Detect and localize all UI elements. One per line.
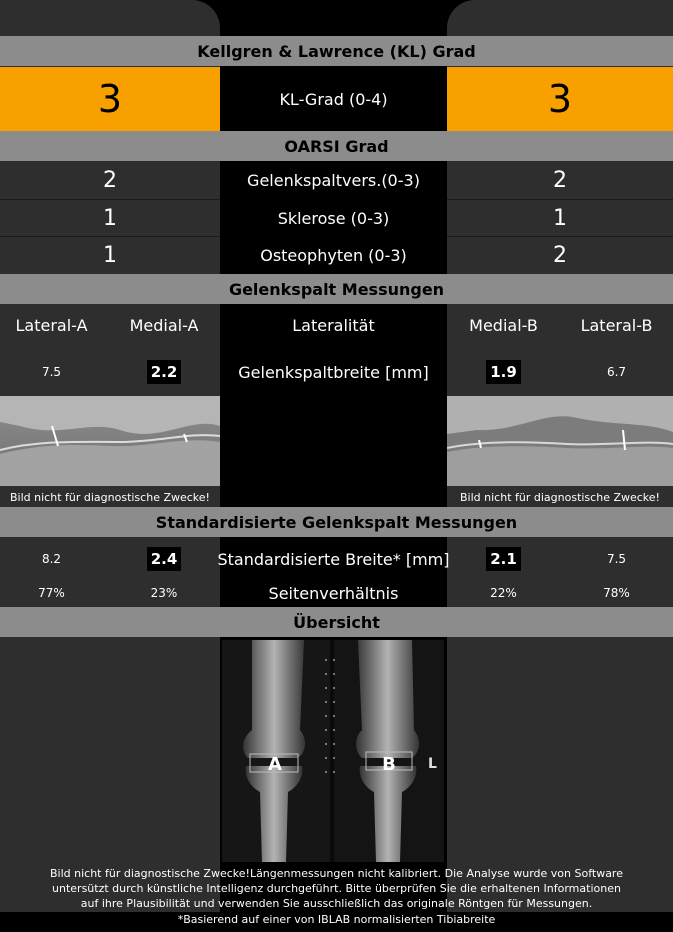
footer-line-2: untersützt durch künstliche Intelligenz durchgeführt. Bitte überprüfen Sie die erhaltenen Informationen	[52, 882, 621, 895]
oarsi-header-text: OARSI Grad	[284, 136, 389, 156]
overview-header	[0, 607, 673, 637]
kl-label	[220, 67, 447, 131]
footnote-text: *Basierend auf einer von IBLAB normalisierten Tibiabreite	[177, 913, 496, 926]
std-lateral-b-value: 7.5	[606, 552, 627, 566]
footer-line-3: auf ihre Plausibilität und verwenden Sie ausschließlich das originale Röntgen für Messungen.	[80, 897, 593, 910]
jsw-header-text: Gelenkspalt Messungen	[228, 279, 445, 299]
std-medial-a	[108, 543, 220, 575]
kl-header	[0, 36, 673, 66]
col-medial-a	[108, 309, 220, 341]
col-lateralitaet	[220, 309, 447, 341]
standardized-header-text: Standardisierte Gelenkspalt Messungen	[155, 512, 518, 532]
col-lateral-b-text: Lateral-B	[580, 315, 653, 335]
std-lateral-b	[560, 543, 673, 575]
kl-header-text: Kellgren & Lawrence (KL) Grad	[197, 41, 476, 61]
oarsi-row3-label-text: Osteophyten (0-3)	[260, 245, 407, 265]
col-medial-a-text: Medial-A	[129, 315, 199, 335]
kl-right-number: 3	[547, 77, 573, 121]
ratio-medial-a	[108, 578, 220, 608]
std-medial-b	[447, 543, 560, 575]
jsw-row-label	[220, 356, 447, 388]
caption-right-text: Bild nicht für diagnostische Zwecke!	[460, 490, 660, 504]
caption-right	[447, 488, 673, 506]
oarsi-row3-right	[447, 237, 673, 273]
oarsi-row2-right	[447, 200, 673, 236]
oarsi-row2-left-value: 1	[103, 205, 117, 231]
knee-crop-right	[447, 396, 673, 486]
footnote	[0, 912, 673, 932]
oarsi-row1-label	[220, 162, 447, 198]
col-lateral-a-text: Lateral-A	[15, 315, 88, 335]
ratio-label-text: Seitenverhältnis	[268, 583, 399, 603]
col-lateral-a	[0, 309, 103, 341]
overview-label-a-text: A	[268, 754, 282, 775]
oarsi-row1-right	[447, 162, 673, 198]
knee-crop-left	[0, 396, 220, 486]
std-lateral-a	[0, 543, 103, 575]
oarsi-row3-label	[220, 237, 447, 273]
std-lateral-a-value: 8.2	[41, 552, 62, 566]
oarsi-row2-right-value: 1	[553, 205, 567, 231]
ratio-lateral-a	[0, 578, 103, 608]
overview-radiograph	[222, 640, 444, 862]
ratio-lateral-a-value: 77%	[38, 586, 65, 600]
col-lateralitaet-text: Lateralität	[292, 315, 375, 335]
overview-label-b	[378, 754, 400, 776]
jsw-medial-b	[447, 356, 560, 388]
jsw-medial-b-value: 1.9	[486, 360, 521, 384]
oarsi-row3-left	[0, 237, 220, 273]
oarsi-row1-left-value: 2	[103, 167, 117, 193]
overview-label-b-text: B	[382, 754, 396, 775]
caption-left	[0, 488, 220, 506]
oarsi-row1-left	[0, 162, 220, 198]
ratio-lateral-b	[560, 578, 673, 608]
col-lateral-b	[560, 309, 673, 341]
overview-radiograph-image	[222, 640, 444, 862]
std-width-label-text: Standardisierte Breite* [mm]	[217, 549, 450, 569]
oarsi-row3-left-value: 1	[103, 242, 117, 268]
jsw-lateral-b	[560, 356, 673, 388]
side-marker	[428, 756, 440, 776]
caption-left-text: Bild nicht für diagnostische Zwecke!	[10, 490, 210, 504]
left-panel-tab	[0, 0, 220, 40]
oarsi-row1-right-value: 2	[553, 167, 567, 193]
std-medial-b-value: 2.1	[486, 547, 521, 571]
oarsi-row3-right-value: 2	[553, 242, 567, 268]
kl-left-number: 3	[97, 77, 123, 121]
ratio-lateral-b-value: 78%	[603, 586, 630, 600]
overview-label-a	[264, 754, 286, 776]
ratio-medial-b	[447, 578, 560, 608]
kl-left-value	[0, 67, 220, 131]
footer-disclaimer	[0, 866, 673, 912]
jsw-lateral-a-value: 7.5	[41, 365, 62, 379]
ratio-medial-a-value: 23%	[150, 586, 178, 600]
right-panel-tab	[447, 0, 673, 40]
ratio-label	[220, 578, 447, 608]
std-width-label	[217, 543, 450, 575]
standardized-header	[0, 507, 673, 537]
footer-line-1: Bild nicht für diagnostische Zwecke!Längenmessungen nicht kalibriert. Die Analyse wurde von Software	[50, 867, 623, 880]
kl-label-text: KL-Grad (0-4)	[279, 89, 388, 109]
side-marker-text: L	[428, 756, 437, 772]
oarsi-row2-label-text: Sklerose (0-3)	[277, 208, 390, 228]
oarsi-header	[0, 131, 673, 161]
oarsi-row2-label	[220, 200, 447, 236]
overview-header-text: Übersicht	[293, 612, 380, 632]
kl-right-value	[447, 67, 673, 131]
std-medial-a-value: 2.4	[147, 547, 182, 571]
col-medial-b	[447, 309, 560, 341]
jsw-header	[0, 274, 673, 304]
knee-crop-left-image	[0, 396, 220, 486]
ratio-medial-b-value: 22%	[490, 586, 517, 600]
jsw-lateral-a	[0, 356, 103, 388]
jsw-row-label-text: Gelenkspaltbreite [mm]	[238, 362, 429, 382]
knee-crop-right-image	[447, 396, 673, 486]
jsw-lateral-b-value: 6.7	[606, 365, 627, 379]
jsw-medial-a	[108, 356, 220, 388]
jsw-medial-a-value: 2.2	[147, 360, 182, 384]
col-medial-b-text: Medial-B	[469, 315, 538, 335]
oarsi-row2-left	[0, 200, 220, 236]
oarsi-row1-label-text: Gelenkspaltvers.(0-3)	[247, 170, 420, 190]
